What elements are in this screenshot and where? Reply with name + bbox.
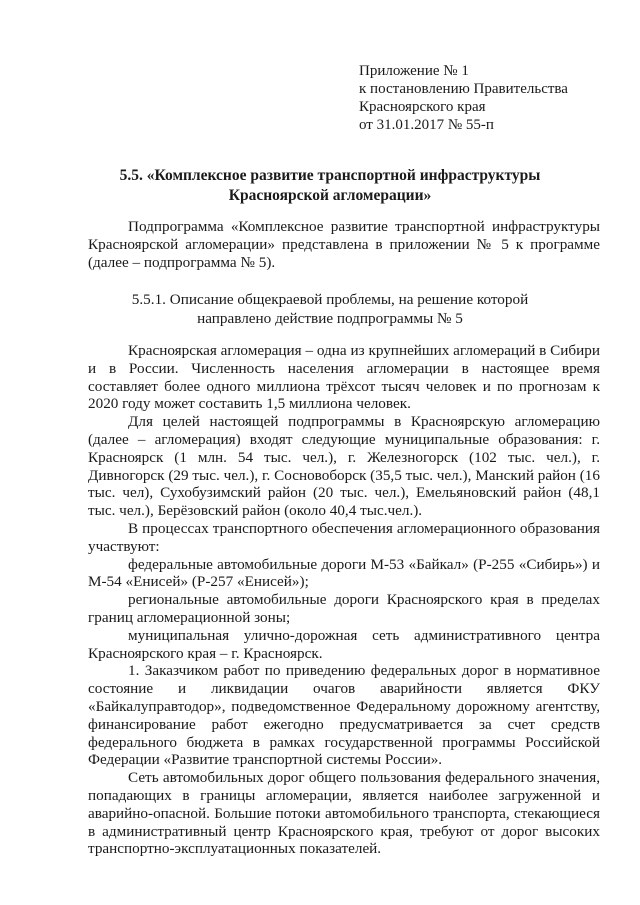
intro-block [88, 218, 600, 271]
subsection-title [80, 290, 580, 328]
section-title-line-2: Красноярской агломерации» [228, 187, 432, 204]
appendix-line-2: к постановлению Правительства [359, 81, 568, 97]
paragraph-municipalities: Для целей настоящей подпрограммы в Красноярскую агломерацию (далее – агломерация) входят следующие муниципальные образования: г. Красноярск (1 млн. 54 тыс. чел.), г. Железногорск (102 тыс. чел.), г. Дивногорск (29 тыс. чел.), г. Сосновоборск (35,5 тыс. чел.), Манский район (16 тыс. чел), Сухобузимский район (20 тыс. чел.), Емельяновский район (48,1 тыс. чел.), Берёзовский район (около 40,4 тыс.чел.). [88, 413, 600, 520]
main-text [88, 342, 600, 858]
paragraph-municipal-network: муниципальная улично-дорожная сеть административного центра Красноярского края – г. Красноярск. [88, 626, 600, 662]
section-title [80, 166, 580, 206]
subsection-title-line-1: 5.5.1. Описание общекраевой проблемы, на решение которой [131, 291, 529, 308]
appendix-line-3: Красноярского края [359, 99, 486, 115]
paragraph-federal-roads: федеральные автомобильные дороги М-53 «Байкал» (Р-255 «Сибирь») и М-54 «Енисей» (Р-257 «Енисей»); [88, 555, 600, 591]
appendix-line-1: Приложение № 1 [359, 63, 469, 79]
paragraph-participants-intro: В процессах транспортного обеспечения агломерационного образования участвуют: [88, 519, 600, 555]
subsection-title-line-2: направлено действие подпрограммы № 5 [197, 310, 463, 327]
paragraph-agglomeration-overview: Красноярская агломерация – одна из крупнейших агломераций в Сибири и в России. Численность населения агломерации в настоящее время составляет более одного миллиона трёхсот тысяч человек и по прогнозам к 2020 году может составить 1,5 миллиона человек. [88, 342, 600, 413]
paragraph-customer: 1. Заказчиком работ по приведению федеральных дорог в нормативное состояние и ликвидации очагов аварийности является ФКУ «Байкалуправтодор», подведомственное Федеральному дорожному агентству, финансирование работ ежегодно предусматривается за счет средств федерального бюджета в рамках государственной программы Российской Федерации «Развитие транспортной системы России». [88, 662, 600, 769]
section-title-line-1: 5.5. «Комплексное развитие транспортной инфраструктуры [119, 167, 541, 184]
intro-paragraph: Подпрограмма «Комплексное развитие транспортной инфраструктуры Красноярской агломерации» представлена в приложении № 5 к программе (далее – подпрограмма № 5). [88, 218, 600, 271]
paragraph-regional-roads: региональные автомобильные дороги Красноярского края в пределах границ агломерационной зоны; [88, 591, 600, 626]
appendix-line-4: от 31.01.2017 № 55-п [359, 117, 494, 133]
appendix-header [359, 62, 568, 134]
paragraph-federal-network: Сеть автомобильных дорог общего пользования федерального значения, попадающих в границы агломерации, является наиболее загруженной и аварийно-опасной. Большие потоки автомобильного транспорта, стекающиеся в административный центр Красноярского края, требуют от дорог высоких транспортно-эксплуатационных показателей. [88, 769, 600, 858]
